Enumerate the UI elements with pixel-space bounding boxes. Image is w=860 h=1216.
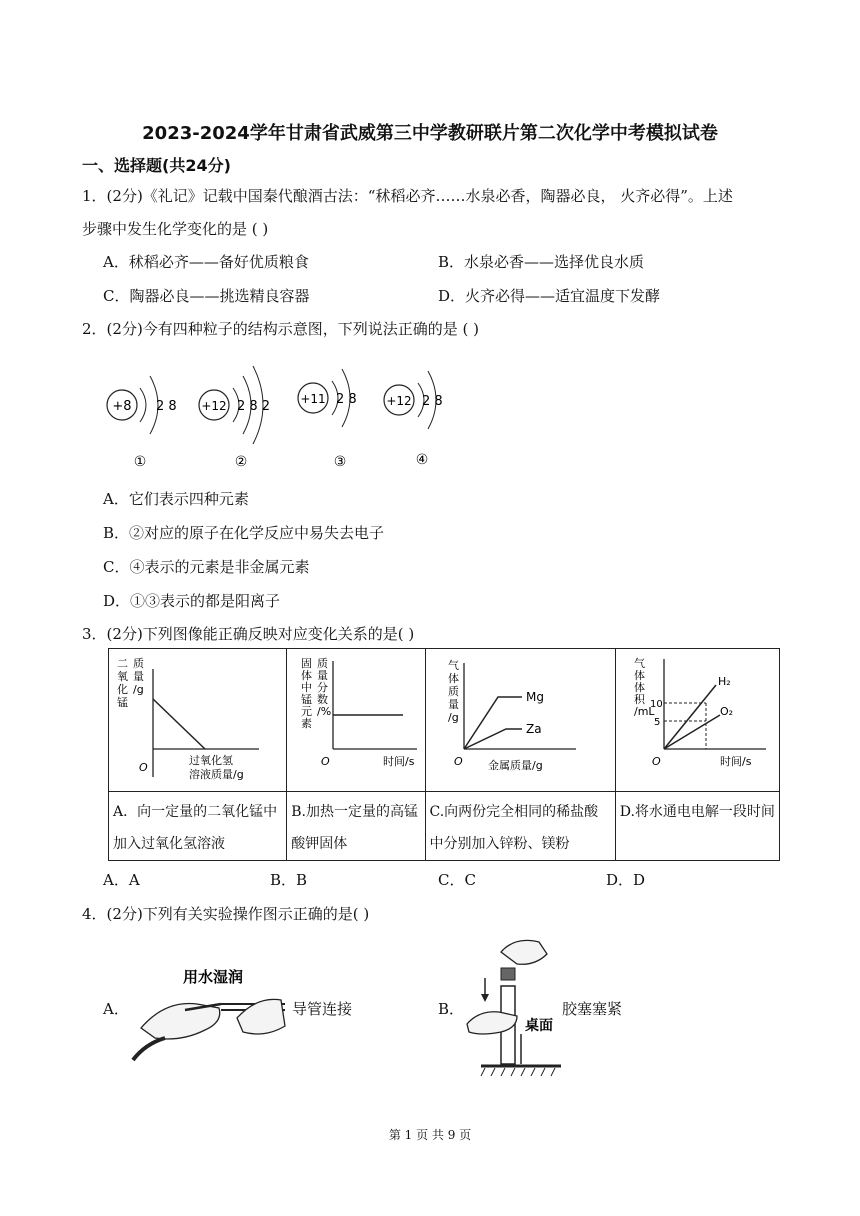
- q1-option-c: C．陶器必良——挑选精良容器: [103, 287, 310, 305]
- svg-text:过氧化氢: 过氧化氢: [189, 754, 233, 767]
- svg-text:/g: /g: [133, 683, 144, 696]
- q3-caption-c: C.向两份完全相同的稀盐酸中分别加入锌粉、镁粉: [429, 804, 599, 852]
- graph-d-tick-10: 10: [649, 699, 663, 710]
- graph-b-xlabel: 时间/s: [383, 755, 415, 768]
- q2-option-a: A．它们表示四种元素: [103, 490, 249, 508]
- particle-3-shells: 2 8: [336, 392, 357, 407]
- particle-3: [298, 369, 357, 470]
- graph-b-origin: O: [321, 755, 330, 768]
- q1-option-a: A．秫稻必齐——备好优质粮食: [103, 253, 309, 271]
- svg-text:体: 体: [633, 681, 645, 694]
- svg-text:体: 体: [301, 669, 313, 682]
- svg-text:体: 体: [447, 672, 459, 685]
- svg-text:气: 气: [633, 657, 645, 670]
- particle-1-mark: ①: [133, 454, 147, 470]
- graph-d-tick-5: 5: [653, 717, 661, 728]
- svg-text:二: 二: [117, 657, 128, 670]
- particle-2: [199, 366, 270, 470]
- q4-option-b-label: 胶塞塞紧: [562, 1000, 623, 1018]
- svg-text:数: 数: [317, 693, 329, 706]
- particle-4-nucleus: +12: [386, 394, 412, 408]
- graph-c-origin: O: [453, 755, 463, 768]
- svg-text:积: 积: [633, 693, 645, 706]
- svg-text:气: 气: [447, 659, 459, 672]
- svg-text:溶液质量/g: 溶液质量/g: [189, 768, 244, 781]
- q3-caption-a: A．向一定量的二氧化锰中加入过氧化氢溶液: [113, 804, 278, 852]
- q4-a-img-text: 用水湿润: [183, 968, 244, 986]
- graph-d-series-h2: H₂: [717, 675, 731, 688]
- q3-caption-d: D.将水通电电解一段时间: [619, 804, 775, 820]
- q3-graph-a: [109, 649, 285, 787]
- q3-graph-b: [287, 649, 423, 787]
- q3-graph-a-cell: [109, 649, 287, 792]
- q4-option-a-illustration: [125, 960, 295, 1070]
- particle-1-shells: 2 8: [156, 399, 177, 414]
- graph-c-series-za: Za: [525, 722, 542, 736]
- svg-text:/%: /%: [317, 705, 332, 718]
- q1-option-b: B．水泉必香——选择优良水质: [438, 253, 645, 271]
- svg-text:质: 质: [317, 657, 329, 670]
- particle-2-shells: 2 8 2: [237, 399, 271, 414]
- page-footer: 第 1 页 共 9 页: [388, 1128, 472, 1142]
- svg-text:中: 中: [301, 681, 313, 694]
- svg-text:/g: /g: [447, 711, 459, 724]
- svg-text:固: 固: [301, 657, 313, 670]
- q1-stem-line1: 1．(2分)《礼记》记载中国秦代酿酒古法：“秫稻必齐……水泉必香，陶器必良， 火齐必得”。上述: [82, 187, 733, 205]
- q3-option-a: A．A: [103, 871, 140, 889]
- svg-text:量: 量: [317, 669, 329, 682]
- q3-graph-d: [616, 649, 778, 787]
- svg-text:锰: 锰: [117, 696, 128, 709]
- q2-particle-diagrams: [100, 358, 460, 473]
- svg-text:体: 体: [633, 669, 645, 682]
- q4-stem: 4．(2分)下列有关实验操作图示正确的是( ): [82, 905, 370, 923]
- svg-text:/mL: /mL: [633, 705, 655, 718]
- q4-option-b-letter: B．: [438, 1000, 465, 1018]
- q3-graph-d-cell: [615, 649, 779, 792]
- svg-text:分: 分: [317, 681, 329, 694]
- graph-c-series-mg: Mg: [525, 690, 544, 704]
- q3-caption-b: B.加热一定量的高锰酸钾固体: [291, 804, 418, 852]
- particle-4-mark: ④: [415, 452, 429, 468]
- svg-text:化: 化: [117, 683, 128, 696]
- q2-option-d: D．①③表示的都是阳离子: [103, 592, 281, 610]
- q3-graph-c: [426, 649, 614, 787]
- svg-text:量: 量: [447, 698, 459, 711]
- svg-text:质: 质: [447, 685, 459, 698]
- q3-graph-table: [108, 648, 780, 861]
- q1-stem-line2: 步骤中发生化学变化的是 ( ): [82, 220, 269, 238]
- graph-d-xlabel: 时间/s: [719, 755, 752, 768]
- graph-d-origin: O: [651, 755, 661, 768]
- particle-1: [107, 376, 177, 470]
- particle-2-mark: ②: [234, 454, 248, 470]
- svg-text:元: 元: [301, 705, 313, 718]
- q3-graph-b-cell: [287, 649, 425, 792]
- q3-graph-c-cell: [425, 649, 615, 792]
- graph-c-xlabel: 金属质量/g: [487, 759, 543, 772]
- svg-text:素: 素: [301, 717, 313, 730]
- q4-option-b-illustration: [465, 932, 565, 1080]
- q3-option-b: B．B: [270, 871, 308, 889]
- q2-option-b: B．②对应的原子在化学反应中易失去电子: [103, 524, 385, 542]
- q2-option-c: C．④表示的元素是非金属元素: [103, 558, 310, 576]
- svg-text:量: 量: [133, 670, 144, 683]
- svg-text:质: 质: [133, 657, 144, 670]
- q4-b-img-text: 桌面: [525, 1018, 553, 1034]
- particle-1-nucleus: +8: [112, 399, 132, 414]
- q3-option-c: C．C: [438, 871, 476, 889]
- particle-4-shells: 2 8: [422, 394, 443, 409]
- particle-4: [384, 371, 443, 468]
- q4-option-a-letter: A．: [103, 1000, 129, 1018]
- exam-title: 2023-2024学年甘肃省武威第三中学教研联片第二次化学中考模拟试卷: [142, 123, 718, 144]
- svg-text:氧: 氧: [117, 670, 128, 683]
- q3-option-d: D．D: [606, 871, 646, 889]
- q3-stem: 3．(2分)下列图像能正确反映对应变化关系的是( ): [82, 625, 415, 643]
- graph-a-origin: O: [139, 761, 148, 774]
- q2-stem: 2．(2分)今有四种粒子的结构示意图，下列说法正确的是 ( ): [82, 320, 480, 338]
- graph-d-series-o2: O₂: [719, 705, 733, 718]
- particle-2-nucleus: +12: [201, 399, 227, 413]
- svg-text:锰: 锰: [301, 693, 313, 706]
- q4-option-a-label: 导管连接: [292, 1000, 353, 1018]
- q1-option-d: D．火齐必得——适宜温度下发酵: [438, 287, 661, 305]
- particle-3-nucleus: +11: [300, 392, 326, 406]
- particle-3-mark: ③: [333, 454, 347, 470]
- section-heading: 一、选择题(共24分): [82, 156, 231, 175]
